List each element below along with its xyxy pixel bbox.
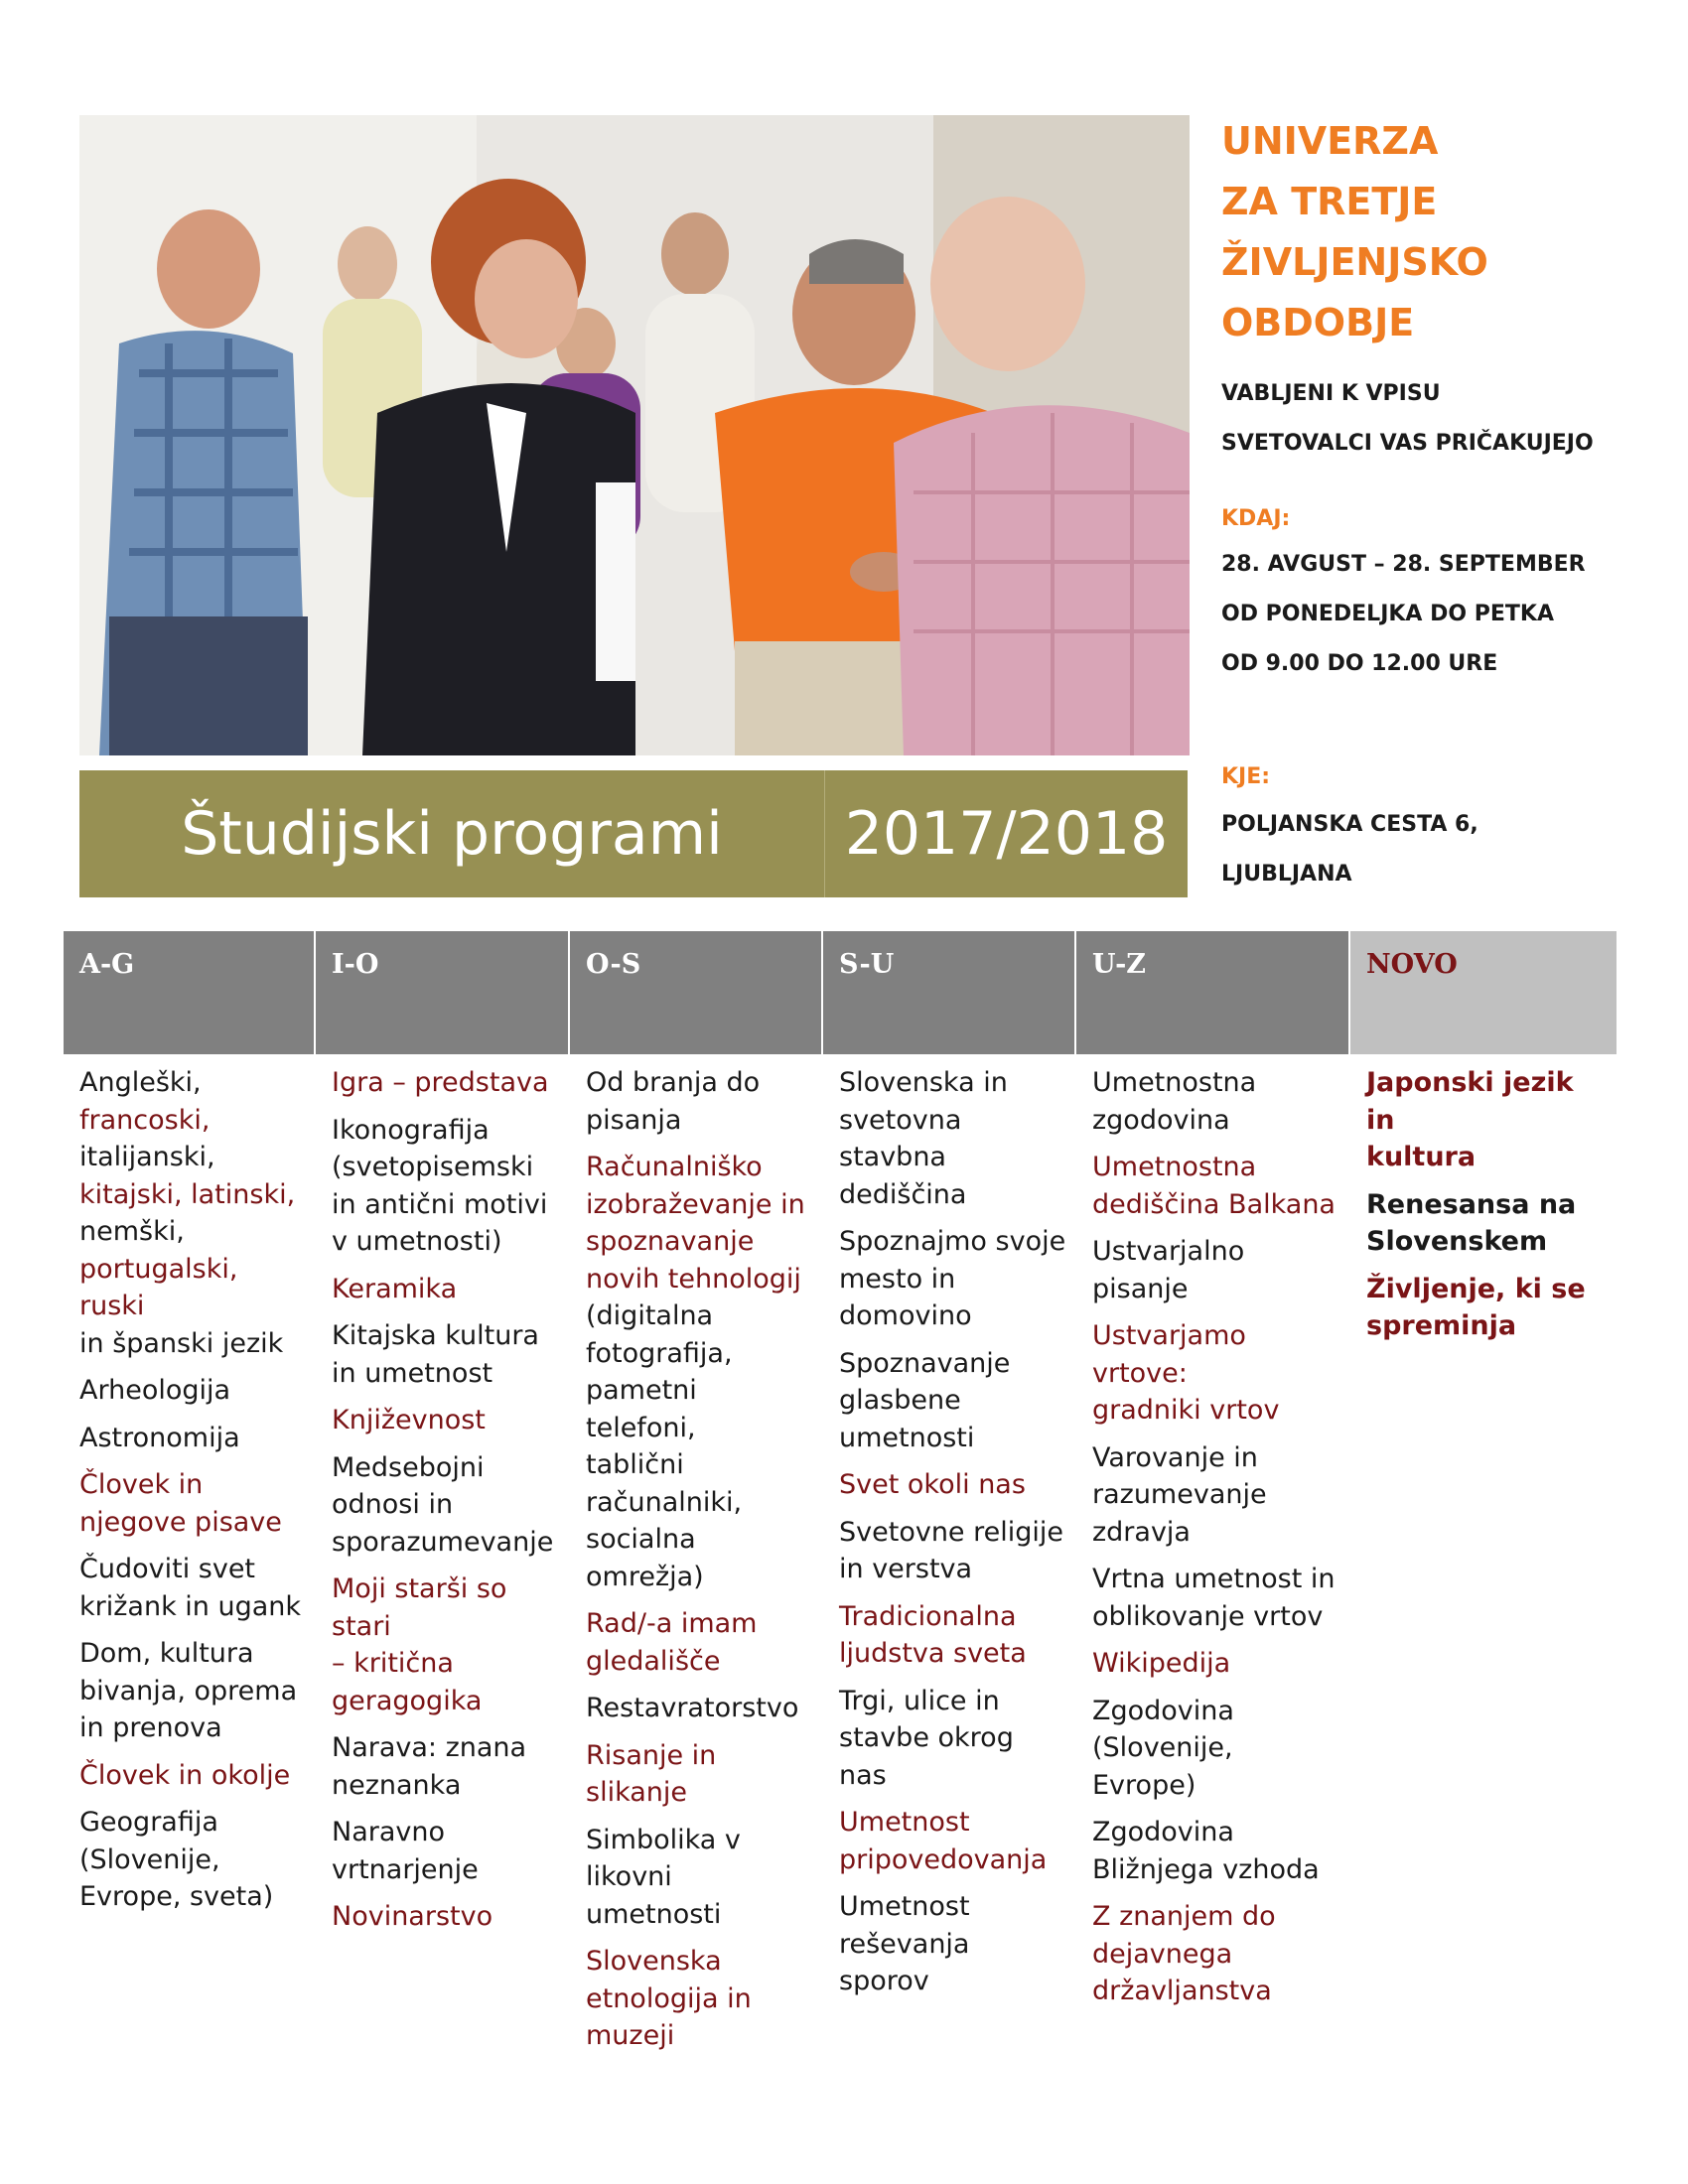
program-item [1092,1898,1340,2010]
banner-title: Študijski programi [79,770,825,897]
program-line: – kritična [332,1648,454,1679]
program-line: reševanja sporov [839,1928,970,1996]
language-line: Angleški, [79,1067,202,1098]
table-header-row [64,931,1617,1054]
program-line: v umetnosti) [332,1226,502,1257]
program-item [586,1737,813,1812]
program-line: fotografija, [586,1337,733,1369]
program-line: sporazumevanje [332,1526,554,1558]
program-item [1092,1317,1340,1430]
program-line: Slovenska in [839,1067,1008,1098]
program-line: gledališče [586,1645,721,1677]
programs-banner [79,770,1188,897]
program-line: dediščina [839,1178,967,1210]
program-item [79,1635,306,1747]
program-item [586,1943,813,2055]
header-photo [79,115,1190,755]
program-line: Medsebojni [332,1451,485,1483]
program-line: Ustvarjalno pisanje [1092,1236,1245,1304]
program-line: stavbe okrog nas [839,1722,1014,1791]
program-line: ljudstva sveta [839,1638,1027,1669]
program-item [586,1690,813,1727]
language-line: nemški, [79,1216,185,1247]
program-line: Rad/-a imam [586,1608,758,1639]
program-item [839,1804,1066,1878]
column-s-u [823,1054,1076,2065]
program-item [586,1822,813,1934]
program-line: in umetnost [332,1357,493,1389]
language-line: kitajski, latinski, [79,1178,296,1210]
column-i-o [316,1054,570,2065]
program-line: Računalniško [586,1152,763,1182]
language-line: francoski, [79,1104,211,1136]
title-line-3: ŽIVLJENJSKO [1221,240,1488,284]
program-line: Svetovne religije [839,1516,1063,1548]
when-dates: 28. AVGUST – 28. SEPTEMBER [1221,552,1586,577]
title-line-1: UNIVERZA [1221,119,1439,163]
program-line: Varovanje in [1092,1441,1258,1473]
program-line: (digitalna [586,1300,714,1331]
program-line: muzeji [586,2020,675,2051]
column-u-z [1076,1054,1350,2065]
program-item [332,1570,560,1719]
university-title [1221,111,1658,353]
program-item [839,1888,1066,2000]
program-line: neznanka [332,1769,462,1801]
program-item [839,1683,1066,1795]
invite-text: VABLJENI K VPISU [1221,381,1441,406]
languages-item [79,1064,306,1362]
program-line: oblikovanje vrtov [1092,1600,1324,1632]
program-line: dediščina Balkana [1092,1188,1336,1220]
when-label: KDAJ: [1221,506,1291,531]
program-line: bivanja, oprema [79,1675,298,1706]
program-item [839,1064,1066,1213]
program-line: Bližnjega vzhoda [1092,1853,1320,1885]
program-line: Narava: znana [332,1732,527,1763]
event-info [1221,111,1658,887]
where-label: KJE: [1221,764,1271,789]
column-novo [1350,1054,1617,2065]
program-line: Kitajska kultura [332,1320,539,1351]
program-line: Z znanjem do [1092,1901,1276,1932]
program-line: Ikonografija [332,1114,490,1146]
header-a-g: A-G [64,931,316,1054]
program-line: Wikipedija [1092,1648,1231,1679]
program-line: Renesansa na [1366,1188,1577,1220]
program-line: kultura [1366,1142,1477,1172]
program-line: Spoznavanje [839,1347,1011,1379]
program-line: zgodovina [1092,1104,1230,1136]
program-item [1366,1064,1607,1176]
program-line: njegove pisave [79,1506,282,1538]
program-line: Geografija [79,1807,218,1838]
program-line: gradniki vrtov [1092,1395,1280,1426]
program-line: Simbolika v [586,1824,741,1855]
programs-table [64,931,1617,2065]
program-line: Japonski jezik in [1366,1067,1574,1136]
program-line: Novinarstvo [332,1901,493,1932]
program-item [839,1223,1066,1335]
program-item [332,1064,560,1102]
where-street: POLJANSKA CESTA 6, [1221,812,1478,837]
program-line: Risanje in slikanje [586,1739,717,1808]
program-line: Keramika [332,1273,458,1304]
program-item [332,1402,560,1439]
program-line: Svet okoli nas [839,1469,1026,1500]
program-line: pametni telefoni, [586,1375,697,1443]
program-line: glasbene [839,1385,961,1416]
column-o-s [570,1054,823,2065]
program-item [79,1804,306,1916]
header-novo: NOVO [1350,931,1617,1054]
program-line: (Slovenije, Evrope) [1092,1732,1233,1801]
program-item [1366,1186,1607,1261]
program-line: Življenje, ki se [1366,1273,1586,1304]
language-line: in španski jezik [79,1327,284,1359]
program-item [332,1317,560,1392]
program-line: spreminja [1366,1310,1517,1341]
program-line: Književnost [332,1405,486,1435]
program-line: Igra – predstava [332,1067,549,1098]
program-line: Čudoviti svet [79,1554,256,1584]
program-item [332,1898,560,1936]
column-a-g [64,1054,316,2065]
program-line: in antični motivi [332,1188,548,1220]
program-line: Trgi, ulice in [839,1685,1000,1716]
program-line: spoznavanje [586,1226,755,1257]
language-line: portugalski, ruski [79,1253,238,1321]
program-item [79,1466,306,1541]
program-line: Vrtna umetnost in [1092,1564,1336,1594]
title-line-2: ZA TRETJE [1221,180,1438,223]
program-line: pisanja [586,1104,682,1136]
program-item [586,1605,813,1680]
program-line: Umetnost [839,1891,970,1922]
program-line: Tradicionalna [839,1600,1017,1632]
program-line: tablični [586,1449,684,1480]
tagline-text: SVETOVALCI VAS PRIČAKUJEJO [1221,431,1594,456]
program-item [1092,1439,1340,1552]
program-line: Umetnostna [1092,1067,1257,1098]
program-line: Evrope, sveta) [79,1881,274,1912]
program-item [332,1729,560,1804]
program-line: Astronomija [79,1422,240,1453]
program-line: geragogika [332,1685,483,1716]
program-line: Človek in okolje [79,1759,291,1791]
program-line: in verstva [839,1554,973,1584]
program-line: Zgodovina [1092,1695,1234,1726]
program-line: razumevanje [1092,1479,1267,1510]
program-line: mesto in [839,1263,956,1295]
program-item [586,1064,813,1139]
program-line: Moji starši so stari [332,1573,507,1642]
program-item [839,1598,1066,1673]
program-line: Spoznajmo svoje [839,1226,1066,1257]
program-line: križank in ugank [79,1590,302,1622]
program-item [1092,1645,1340,1683]
header-i-o: I-O [316,931,570,1054]
program-item [839,1514,1066,1588]
program-line: Dom, kultura [79,1638,254,1669]
program-item [332,1112,560,1261]
program-item [1092,1561,1340,1635]
program-line: (Slovenije, [79,1843,220,1875]
program-item [839,1466,1066,1504]
program-item [1092,1233,1340,1307]
program-line: državljanstva [1092,1976,1272,2006]
program-line: Človek in [79,1469,204,1500]
program-line: Od branja do [586,1067,761,1098]
language-line: italijanski, [79,1142,215,1172]
program-item [839,1345,1066,1457]
title-line-4: OBDOBJE [1221,301,1415,344]
when-hours: OD 9.00 DO 12.00 URE [1221,651,1498,676]
program-line: Zgodovina [1092,1817,1234,1847]
header-o-s: O-S [570,931,823,1054]
program-line: (svetopisemski [332,1152,534,1182]
banner-year: 2017/2018 [844,799,1169,869]
program-line: Ustvarjamo vrtove: [1092,1320,1246,1389]
program-item [1092,1814,1340,1888]
program-line: odnosi in [332,1489,454,1520]
header-s-u: S-U [823,931,1076,1054]
program-line: dejavnega [1092,1938,1233,1970]
program-line: Arheologija [79,1375,231,1406]
program-item [1092,1149,1340,1223]
program-line: Restavratorstvo [586,1693,799,1723]
program-line: novih tehnologij [586,1263,801,1295]
program-line: Umetnostna [1092,1152,1257,1182]
program-line: Slovenskem [1366,1226,1548,1257]
program-item [1092,1693,1340,1805]
program-item [79,1420,306,1457]
program-line: domovino [839,1300,972,1331]
header-u-z: U-Z [1076,931,1350,1054]
table-body [64,1054,1617,2065]
program-item [79,1757,306,1795]
program-line: umetnosti [839,1422,975,1453]
program-line: in prenova [79,1712,222,1743]
program-item [332,1271,560,1308]
program-line: izobraževanje in [586,1188,805,1220]
program-line: svetovna stavbna [839,1104,962,1172]
program-line: Naravno [332,1817,445,1847]
program-item [79,1551,306,1625]
where-city: LJUBLJANA [1221,862,1352,887]
program-line: socialna omrežja) [586,1524,704,1592]
when-days: OD PONEDELJKA DO PETKA [1221,602,1554,626]
program-line: zdravja [1092,1516,1191,1548]
program-item [332,1449,560,1562]
program-item [79,1372,306,1410]
program-line: računalniki, [586,1486,743,1518]
program-line: pripovedovanja [839,1843,1048,1875]
program-item [332,1814,560,1888]
program-item [1366,1271,1607,1345]
program-line: Slovenska [586,1946,722,1977]
program-line: vrtnarjenje [332,1853,479,1885]
program-line: likovni umetnosti [586,1861,722,1930]
program-line: Umetnost [839,1807,970,1838]
program-line: etnologija in [586,1982,752,2014]
group-photo-illustration [79,115,1190,755]
program-item [586,1149,813,1595]
program-item [1092,1064,1340,1139]
